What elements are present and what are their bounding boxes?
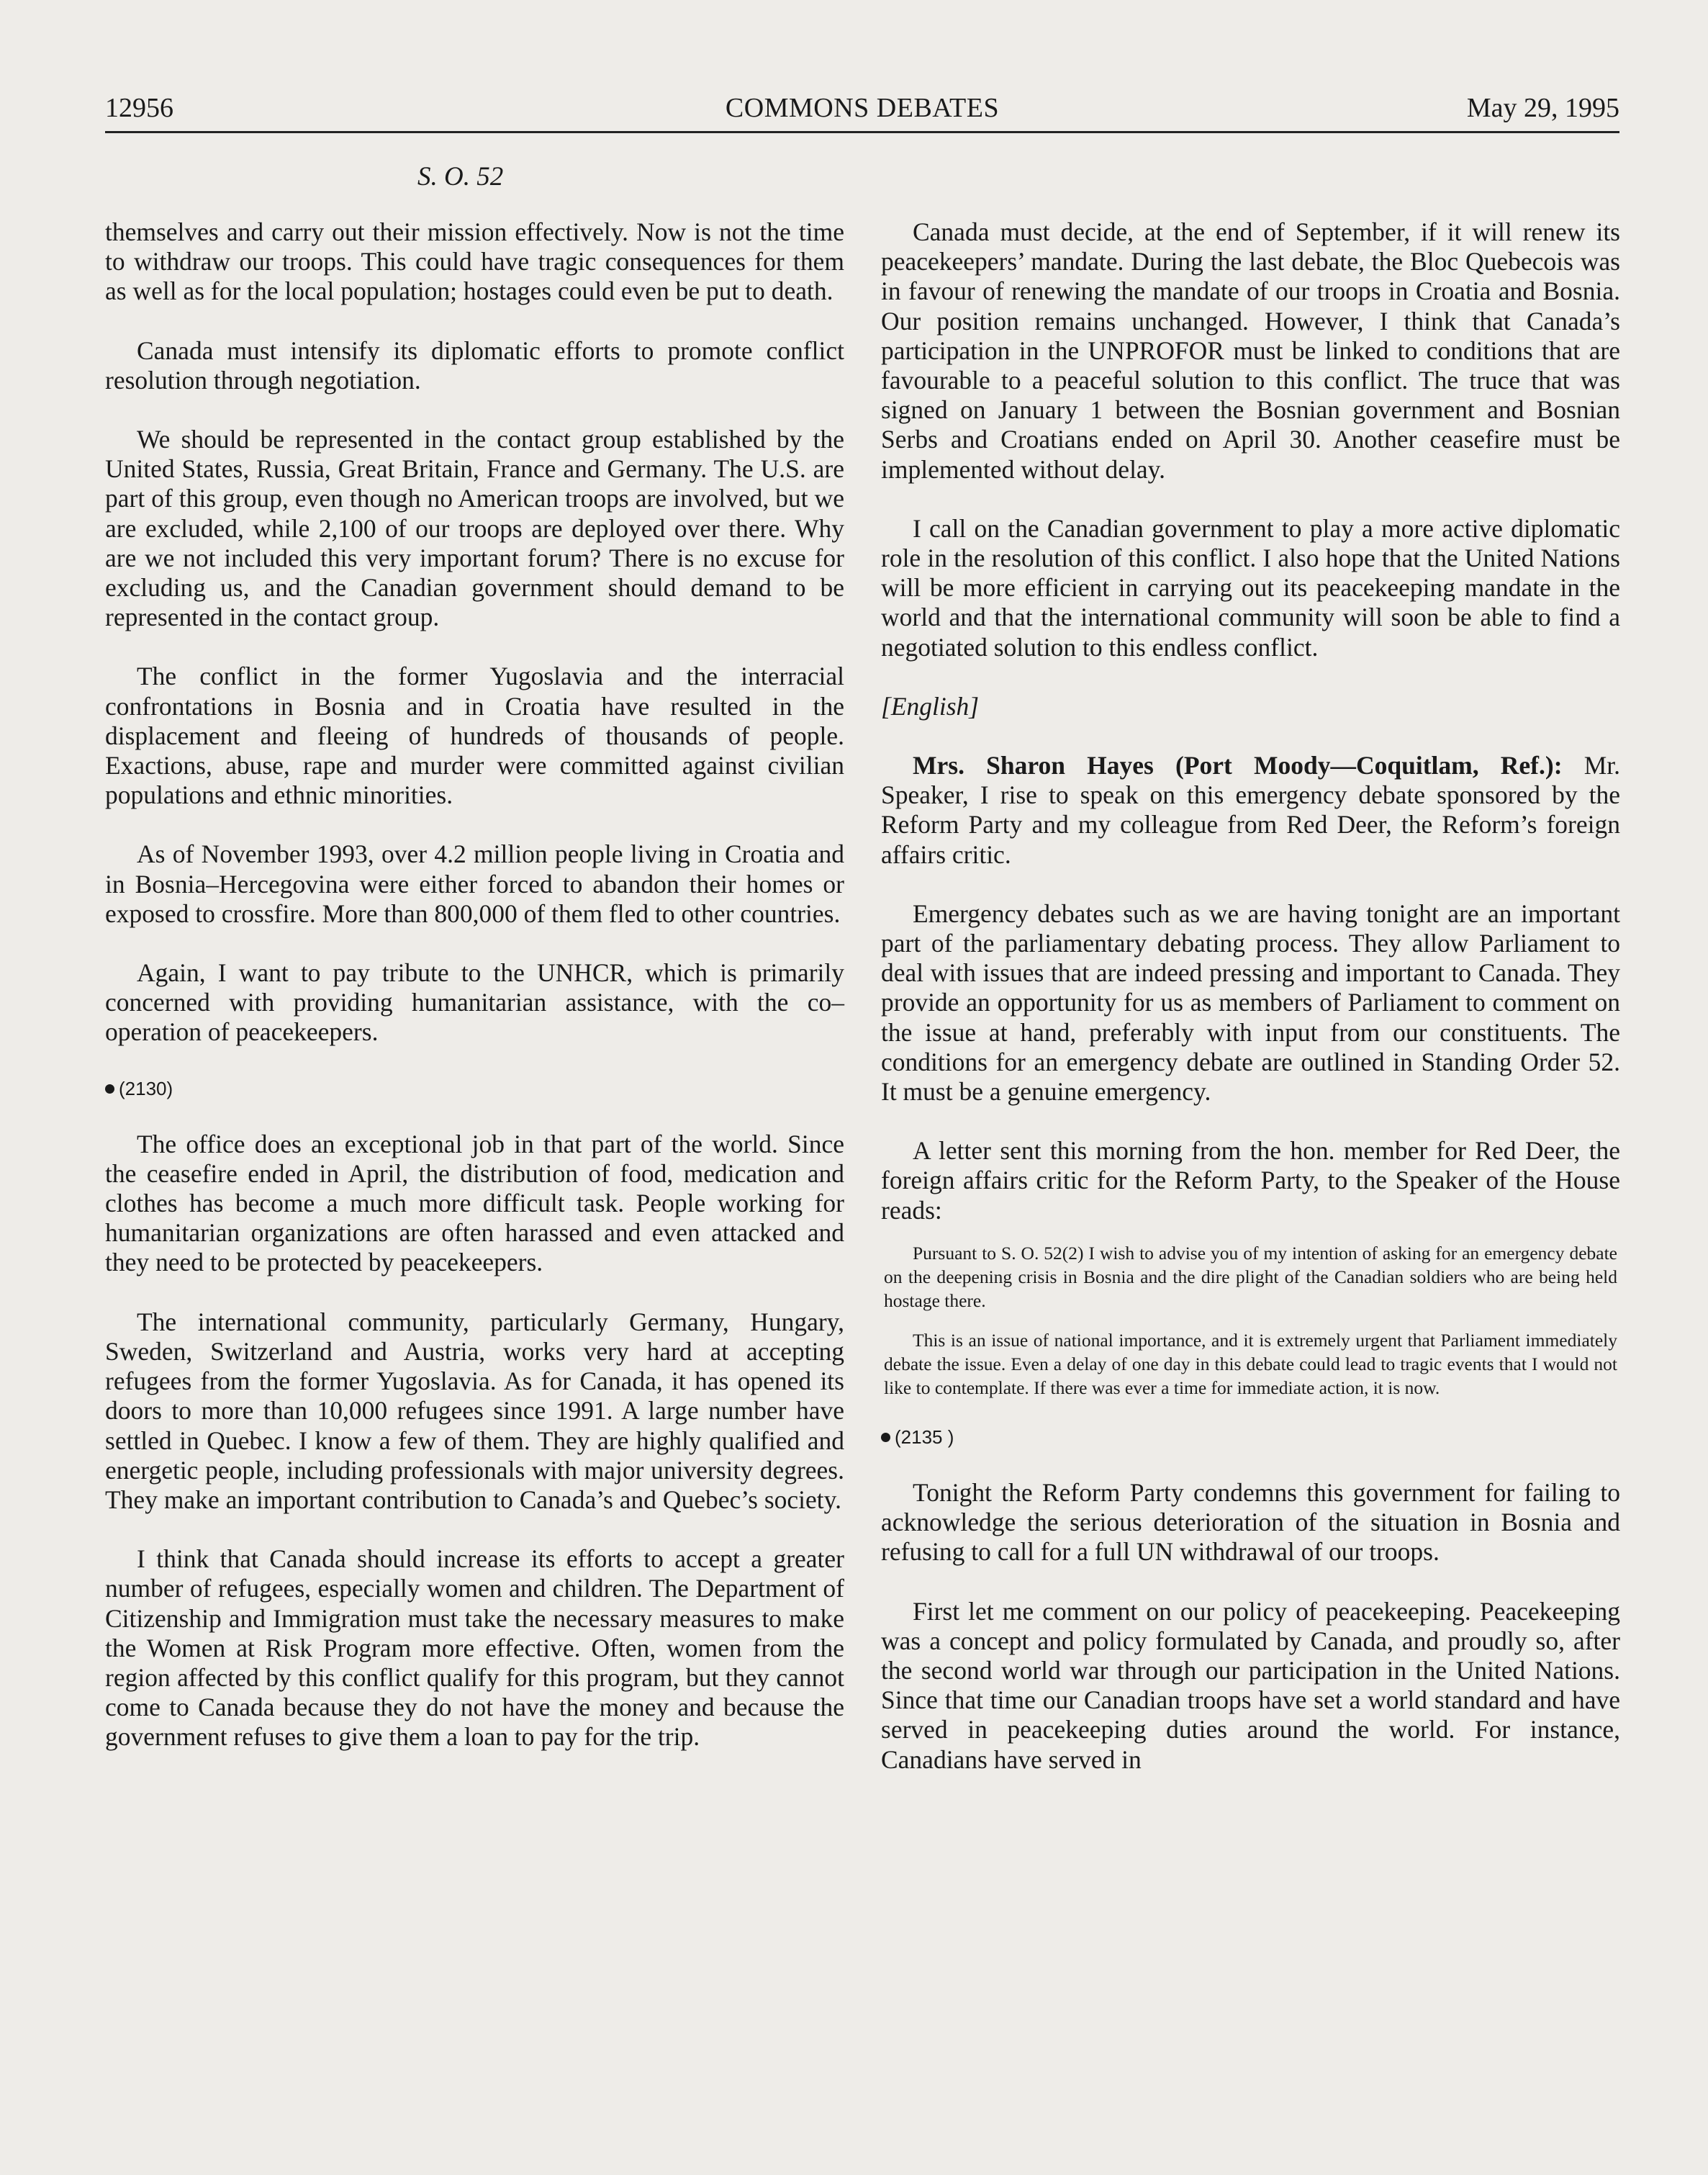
speaker-name: Mrs. Sharon Hayes (Port Moody—Coquitlam, Ref.):	[913, 751, 1563, 780]
page-number: 12956	[105, 93, 173, 123]
speaker-paragraph	[881, 751, 1620, 870]
time-marker	[105, 1077, 844, 1100]
paragraph: The international community, particularly Germany, Hungary, Sweden, Switzerland and Austria, works very hard at accepting refugees from the former Yugoslavia. As for Canada, it has opened its doors to more than 10,000 refugees since 1991. A large number have settled in Quebec. I know a few of them. They are highly qualified and energetic people, including professionals with major university degrees. They make an important contribution to Canada’s and Quebec’s society.	[105, 1307, 844, 1514]
paragraph: Again, I want to pay tribute to the UNHCR, which is primarily concerned with providing humanitarian assistance, with the co–operation of peacekeepers.	[105, 958, 844, 1047]
paragraph: A letter sent this morning from the hon. member for Red Deer, the foreign affairs critic for the Reform Party, to the Speaker of the House reads:	[881, 1136, 1620, 1225]
paragraph: The conflict in the former Yugoslavia and the interracial confrontations in Bosnia and in Croatia have resulted in the displacement and fleeing of hundreds of thousands of people. Exactions, abuse, rape and murder were committed against civilian populations and ethnic minorities.	[105, 662, 844, 810]
time-stamp: (2130)	[119, 1077, 173, 1099]
paragraph: I call on the Canadian government to play a more active diplomatic role in the resolution of this conflict. I also hope that the United Nations will be more efficient in carrying out its peacekeeping mandate in the world and that the international community will soon be able to find a negotiated solution to this endless conflict.	[881, 513, 1620, 662]
paragraph: Emergency debates such as we are having tonight are an important part of the parliamentary debating process. They allow Parliament to deal with issues that are indeed pressing and important to Canada. They provide an opportunity for us as members of Parliament to comment on the issue at hand, preferably with input from our constituents. The conditions for an emergency debate are outlined in Standing Order 52. It must be a genuine emergency.	[881, 899, 1620, 1107]
paragraph: As of November 1993, over 4.2 million people living in Croatia and in Bosnia–Hercegovina were either forced to abandon their homes or exposed to crossfire. More than 800,000 of them fled to other countries.	[105, 839, 844, 928]
paragraph: We should be represented in the contact group established by the United States, Russia, Great Britain, France and Germany. The U.S. are part of this group, even though no American troops are involved, but we are excluded, while 2,100 of our troops are deployed over there. Why are we not included this very important forum? There is no excuse for excluding us, and the Canadian government should demand to be represented in the contact group.	[105, 425, 844, 632]
running-header	[105, 92, 1619, 128]
right-column	[881, 217, 1620, 1804]
left-column	[105, 217, 844, 1782]
time-marker	[881, 1426, 1620, 1449]
paragraph: Canada must decide, at the end of September, if it will renew its peacekeepers’ mandate. During the last debate, the Bloc Quebecois was in favour of renewing the mandate of our troops in Croatia and Bosnia. Our position remains unchanged. However, I think that Canada’s participation in the UNPROFOR must be linked to conditions that are favourable to a peaceful solution to this conflict. The truce that was signed on January 1 between the Bosnian government and Bosnian Serbs and Croatians ended on April 30. Another ceasefire must be implemented without delay.	[881, 217, 1620, 484]
paragraph: The office does an exceptional job in that part of the world. Since the ceasefire ended in April, the distribution of food, medication and clothes has become a much more difficult task. People working for humanitarian organizations are often harassed and even attacked and they need to be protected by peacekeepers.	[105, 1129, 844, 1277]
block-quote: Pursuant to S. O. 52(2) I wish to advise you of my intention of asking for an emergency debate on the deepening crisis in Bosnia and the dire plight of the Canadian soldiers who are being held hostage there.	[884, 1242, 1617, 1311]
speech-text: Mr. Speaker, I rise to speak on this emergency debate sponsored by the Reform Party and my colleague from Red Deer, the Reform’s foreign affairs critic.	[881, 751, 1621, 869]
paragraph: themselves and carry out their mission effectively. Now is not the time to withdraw our troops. This could have tragic consequences for them as well as for the local population; hostages could even be put to death.	[105, 217, 844, 306]
section-label: S. O. 52	[417, 162, 504, 192]
block-quote: This is an issue of national importance, and it is extremely urgent that Parliament immediately debate the issue. Even a delay of one day in this debate could lead to tragic events that I would not like to contemplate. If there was ever a time for immediate action, it is now.	[884, 1329, 1617, 1398]
language-marker: [English]	[881, 691, 980, 721]
paragraph: Tonight the Reform Party condemns this government for failing to acknowledge the serious deterioration of the situation in Bosnia and refusing to call for a full UN withdrawal of our troops.	[881, 1477, 1620, 1567]
header-rule	[105, 131, 1619, 133]
bullet-icon	[881, 1433, 890, 1442]
paragraph: First let me comment on our policy of peacekeeping. Peacekeeping was a concept and policy formulated by Canada, and proudly so, after the second world war through our participation in the United Nations. Since that time our Canadian troops have set a world standard and have served in peacekeeping duties around the world. For instance, Canadians have served in	[881, 1596, 1620, 1774]
paragraph: Canada must intensify its diplomatic efforts to promote conflict resolution through negotiation.	[105, 336, 844, 395]
bullet-icon	[105, 1084, 114, 1094]
header-date: May 29, 1995	[1466, 93, 1619, 123]
time-stamp: (2135 )	[895, 1426, 954, 1448]
paragraph: I think that Canada should increase its efforts to accept a greater number of refugees, especially women and children. The Department of Citizenship and Immigration must take the necessary measures to make the Women at Risk Program more effective. Often, women from the region affected by this conflict qualify for this program, but they cannot come to Canada because they do not have the money and because the government refuses to give them a loan to pay for the trip.	[105, 1544, 844, 1752]
publication-title: COMMONS DEBATES	[725, 93, 1000, 123]
